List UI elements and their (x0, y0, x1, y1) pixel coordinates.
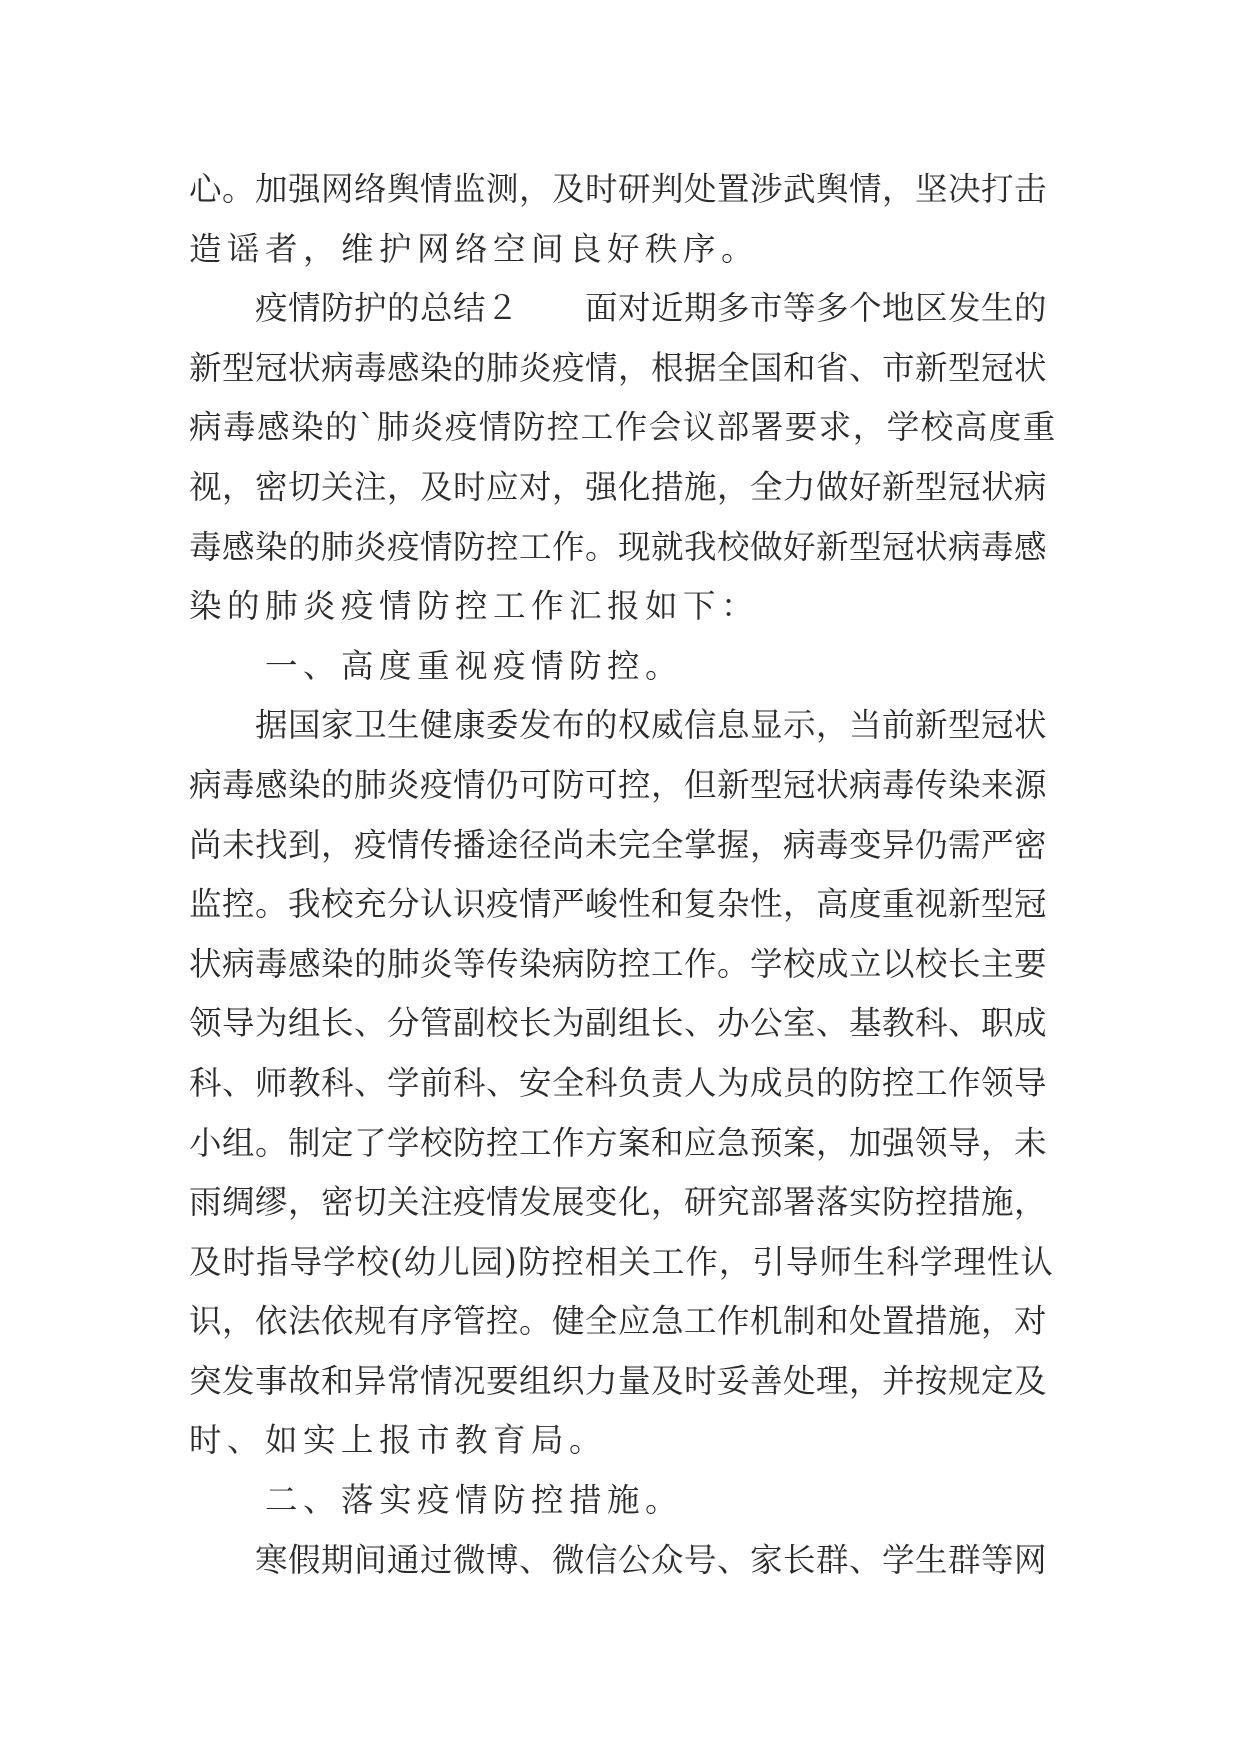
text-line: 造谣者，维护网络空间良好秩序。 (189, 229, 760, 268)
text-line: 心。加强网络舆情监测，及时研判处置涉武舆情，坚决打击 (189, 170, 1048, 208)
text-line: 毒感染的肺炎疫情防控工作。现就我校做好新型冠状病毒感 (189, 527, 1048, 566)
text-line: 时、如实上报市教育局。 (189, 1421, 608, 1460)
text-line: 寒假期间通过微博、微信公众号、家长群、学生群等网 (189, 1540, 1048, 1579)
text-line: 监控。我校充分认识疫情严峻性和复杂性，高度重视新型冠 (189, 885, 1048, 924)
text-line: 染的肺炎疫情防控工作汇报如下： (189, 587, 760, 626)
text-line: 视，密切关注，及时应对，强化措施，全力做好新型冠状病 (189, 467, 1048, 506)
section-heading-2: 二、落实疫情防控措施。 (189, 1481, 684, 1520)
text-line: 状病毒感染的肺炎等传染病防控工作。学校成立以校长主要 (189, 944, 1048, 983)
document-body (189, 160, 1059, 1590)
text-line: 病毒感染的`肺炎疫情防控工作会议部署要求，学校高度重 (189, 408, 1057, 447)
text-line: 据国家卫生健康委发布的权威信息显示，当前新型冠状 (189, 706, 1048, 745)
text-line: 雨绸缪，密切关注疫情发展变化，研究部署落实防控措施， (189, 1183, 1048, 1222)
text-line: 小组。制定了学校防控工作方案和应急预案，加强领导，未 (189, 1123, 1048, 1162)
section-heading-1: 一、高度重视疫情防控。 (189, 646, 684, 685)
text-line: 病毒感染的肺炎疫情仍可防可控，但新型冠状病毒传染来源 (189, 765, 1048, 804)
text-line: 新型冠状病毒感染的肺炎疫情，根据全国和省、市新型冠状 (189, 348, 1048, 387)
text-line: 突发事故和异常情况要组织力量及时妥善处理，并按规定及 (189, 1361, 1048, 1400)
text-line: 科、师教科、学前科、安全科负责人为成员的防控工作领导 (189, 1063, 1048, 1102)
text-line: 识，依法依规有序管控。健全应急工作机制和处置措施，对 (189, 1302, 1048, 1341)
text-line: 及时指导学校(幼儿园)防控相关工作，引导师生科学理性认 (189, 1242, 1054, 1281)
text-line: 尚未找到，疫情传播途径尚未完全掌握，病毒变异仍需严密 (189, 825, 1048, 864)
text-line: 领导为组长、分管副校长为副组长、办公室、基教科、职成 (189, 1004, 1048, 1043)
text-line: 疫情防护的总结２ 面对近期多市等多个地区发生的 (189, 289, 1048, 328)
